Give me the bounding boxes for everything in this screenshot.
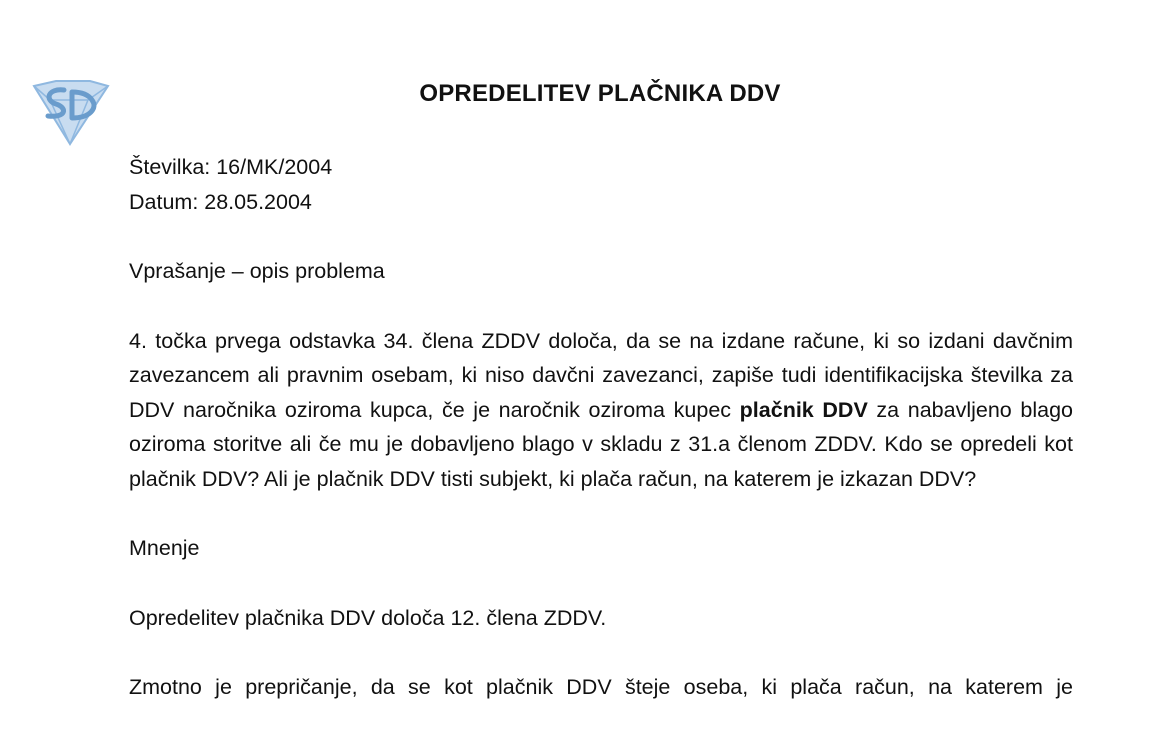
section-heading-question: Vprašanje – opis problema: [129, 259, 385, 283]
section-heading-opinion: Mnenje: [129, 536, 200, 560]
question-paragraph: [129, 324, 1073, 497]
document-date: Datum: 28.05.2004: [129, 189, 312, 214]
opinion-paragraph-1: Opredelitev plačnika DDV določa 12. člena ZDDV.: [129, 605, 607, 630]
page-title: OPREDELITEV PLAČNIKA DDV: [419, 80, 781, 107]
question-text-part2: za nabavljeno blago oziroma storitve ali če mu je dobavljeno blago v skladu z 31.a členom ZDDV. Kdo se opredeli kot plačnik DDV? Ali je plačnik DDV tisti subjekt, ki plača račun, na katerem je izkazan DDV?: [129, 397, 1074, 491]
opinion-paragraph-2: Zmotno je prepričanje, da se kot plačnik DDV šteje oseba, ki plača račun, na katerem je: [129, 675, 1073, 699]
document-number: Številka: 16/MK/2004: [129, 155, 333, 179]
document-body: [129, 150, 1073, 705]
question-text-bold: plačnik DDV: [739, 397, 868, 422]
question-text-part1: 4. točka prvega odstavka 34. člena ZDDV določa, da se na izdane račune, ki so izdani davčnim zavezancem ali pravnim osebam, ki niso davčni zavezanci, zapiše tudi identifikacijska številka za DDV naročnika oziroma kupca, če je naročnik oziroma kupec: [129, 328, 1073, 422]
